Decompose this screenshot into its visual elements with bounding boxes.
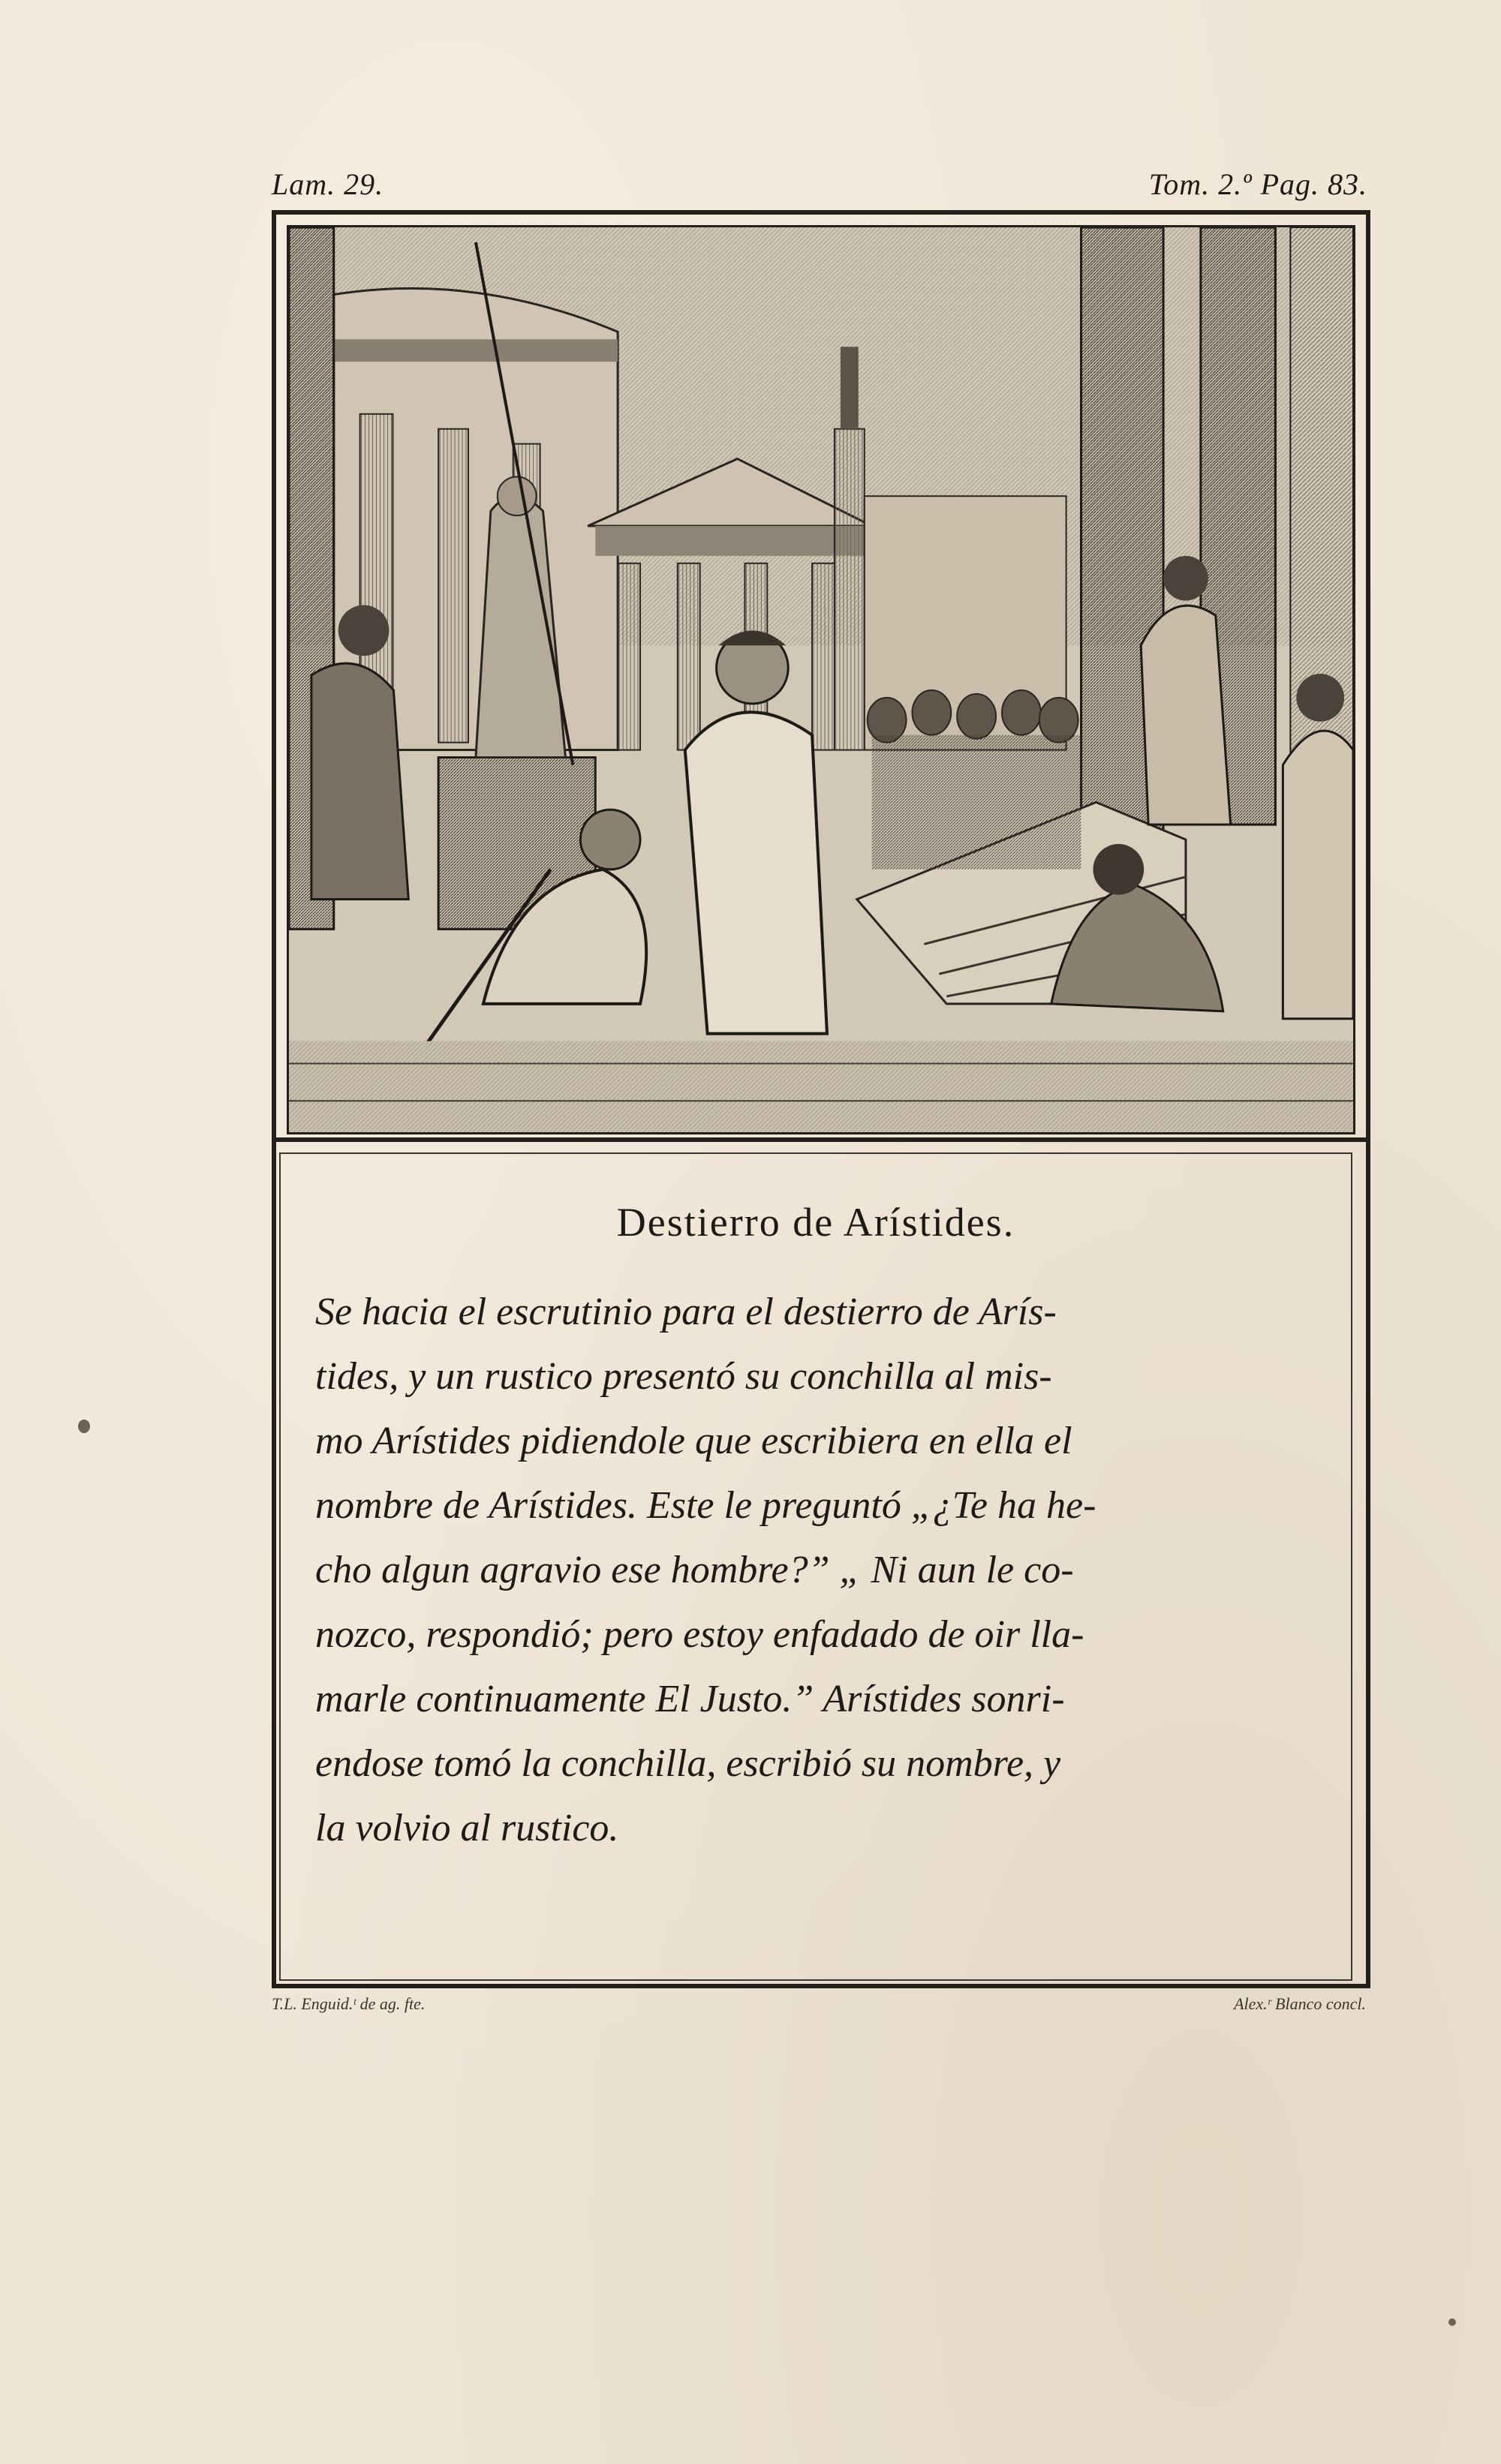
caption-title: Destierro de Arístides. [616,1200,1015,1245]
caption-line: Se hacia el escrutinio para el destierro de Arís- [315,1291,1057,1333]
caption-line: mo Arístides pidiendole que escribiera en ella el [315,1420,1072,1462]
caption-line: tides, y un rustico presentó su conchilla al mis- [315,1355,1052,1398]
plate-number: Lam. 29. [272,167,384,201]
caption-line: cho algun agravio ese hombre?” „ Ni aun le co- [315,1549,1074,1591]
caption-line: la volvio al rustico. [315,1807,619,1850]
volume-page-reference: Tom. 2.º Pag. 83. [1148,167,1367,201]
caption-body [315,1280,1336,1861]
engraver-credit: T.L. Enguid.ᵗ de ag. fte. [272,1994,426,2013]
caption-line: nozco, respondió; pero estoy enfadado de oir lla- [315,1613,1084,1656]
caption-line: marle continuamente El Justo.” Arístides sonri- [315,1678,1065,1720]
finisher-credit: Alex.ʳ Blanco concl. [1234,1994,1366,2013]
engraving-scene-drawing [289,227,1353,1132]
paper-foxing-spot [78,1420,90,1433]
caption-line: nombre de Arístides. Este le preguntó „¿Te ha he- [315,1484,1096,1527]
engraving-illustration [287,225,1355,1134]
caption-line: endose tomó la conchilla, escribió su nombre, y [315,1742,1061,1785]
paper-foxing-spot [1448,2318,1456,2326]
plate-divider-rule [272,1137,1370,1142]
